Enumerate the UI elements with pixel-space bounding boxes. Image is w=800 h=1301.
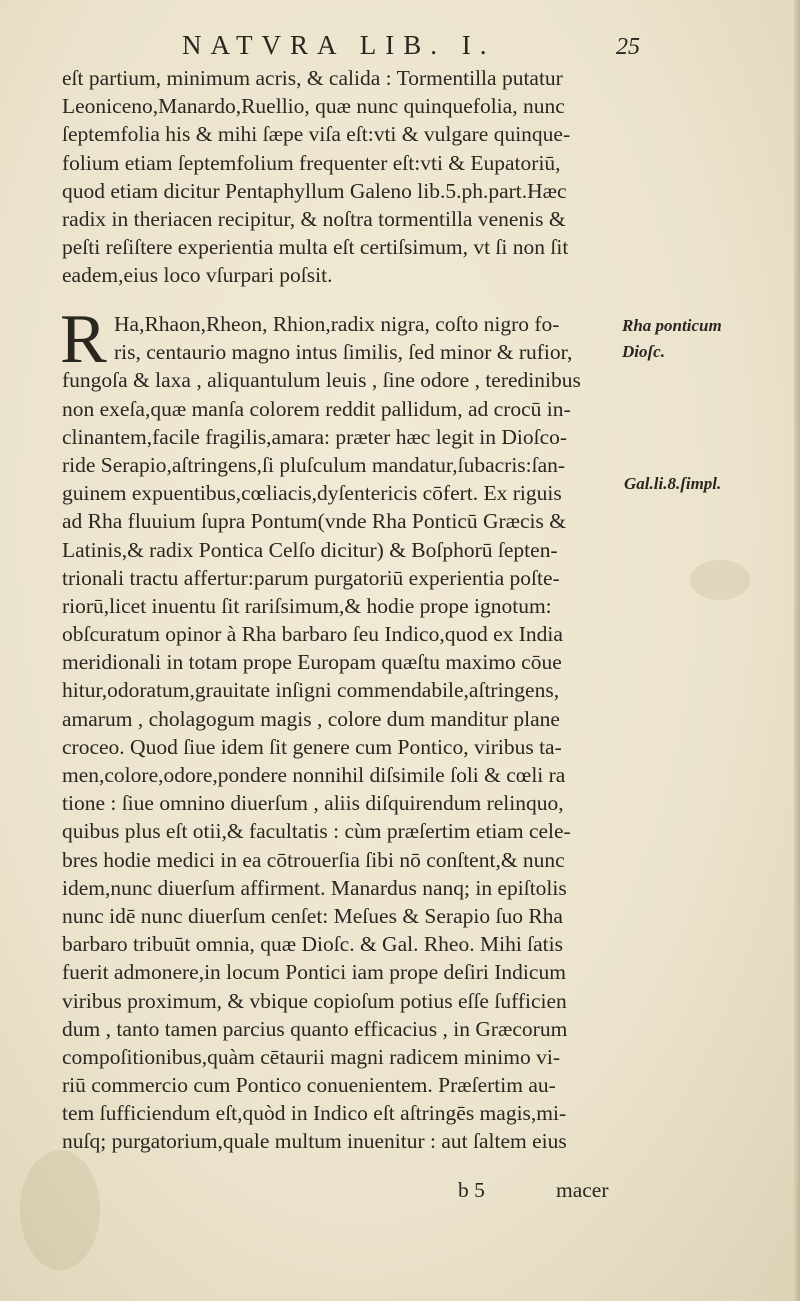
text-line: dum , tanto tamen parcius quanto efficacius , in Græcorum [62,1016,568,1041]
signature-mark: b 5 [458,1178,485,1202]
text-line: eſt partium, minimum acris, & calida : Tormentilla putatur [62,66,563,90]
text-line [62,338,622,366]
drop-capital: R [60,301,107,378]
text-line: meridionali in totam prope Europam quæſtu maximo cōue [62,650,562,675]
catchword: macer [556,1178,609,1202]
page-header [0,30,800,62]
text-line: peſti reſiſtere experientia multa eſt certiſsimum, vt ſi non ſit [62,235,569,260]
text-line: Leoniceno,Manardo,Ruellio, quæ nunc quinquefolia, nunc [62,94,565,119]
marginal-note: Gal.li.8.ſimpl. [624,474,722,493]
paragraph-tormentilla [62,64,622,290]
text-line: idem,nunc diuerſum affirment. Manardus nanq; in epiſtolis [62,875,567,900]
text-line: clinantem,facile fragilis,amara: præter hæc legit in Dioſco- [62,424,568,449]
paper-stain [690,560,750,600]
text-line: folium etiam ſeptemfolium frequenter eſt:vti & Eupatoriū, [62,150,561,175]
text-line: fungoſa & laxa , aliquantulum leuis , ſine odore , teredinibus [62,368,581,393]
text-line: non exeſa,quæ manſa colorem reddit pallidum, ad crocū in- [62,396,571,421]
text-line: fuerit admonere,in locum Pontici iam prope deſiri Indicum [62,960,566,985]
folio-number: 25 [616,34,640,60]
text-line: men,colore,odore,pondere nonnihil diſsimile ſoli & cœli ra [62,763,566,787]
text-line: guinem expuentibus,cœliacis,dyſentericis cōfert. Ex riguis [62,481,562,506]
marginal-note: Dioſc. [622,342,665,361]
text-line: tione : ſiue omnino diuerſum , aliis diſquirendum relinquo, [62,791,564,816]
text-line: trionali tractu affertur:parum purgatoriū experientia poſte- [62,565,560,590]
text-line: barbaro tribuūt omnia, quæ Dioſc. & Gal. Rheo. Mihi ſatis [62,932,563,957]
text-line: tem ſufficiendum eſt,quòd in Indico eſt aſtringēs magis,mi- [62,1101,567,1126]
text-line: quibus plus eſt otii,& facultatis : cùm præſertim etiam cele- [62,819,571,844]
page-footer [0,1178,800,1208]
text-line: nuſq; purgatorium,quale multum inuenitur : aut ſaltem eius [62,1129,567,1154]
page-edge [794,0,800,1301]
text-line: quod etiam dicitur Pentaphyllum Galeno lib.5.ph.part.Hæc [62,178,567,203]
text-line: bres hodie medici in ea cōtrouerſia ſibi nō conſtent,& nunc [62,847,565,872]
text-line: compoſitionibus,quàm cētaurii magni radicem minimo vi- [62,1044,560,1069]
text-line: radix in theriacen recipitur, & noſtra tormentilla venenis & [62,206,566,231]
text-line: nunc idē nunc diuerſum cenſet: Meſues & Serapio ſuo Rha [62,903,563,928]
paragraph-rha [60,301,622,1156]
text-line: croceo. Quod ſiue idem ſit genere cum Pontico, viribus ta- [62,734,562,759]
paragraph-rha-body [62,366,622,1155]
text-line: riorū,licet inuentu ſit rariſsimum,& hodie prope ignotum: [62,593,552,618]
text-line: viribus proximum, & vbique copioſum potius eſſe ſufficien [62,988,567,1013]
text-line: ride Serapio,aſtringens,ſi pluſculum mandatur,ſubacris:ſan- [62,452,566,477]
paper-stain [20,1150,100,1270]
text-line: eadem,eius loco vſurpari poſsit. [62,263,333,288]
text-line: amarum , cholagogum magis , colore dum manditur plane [62,706,560,731]
text-line: ad Rha fluuium ſupra Pontum(vnde Rha Ponticū Græcis & [62,509,567,534]
running-title: NATVRA LIB. I. [182,30,496,60]
text-line: hitur,odoratum,grauitate inſigni commendabile,aſtringens, [62,678,560,703]
text-line: ſeptemfolia his & mihi ſæpe viſa eſt:vti & vulgare quinque- [62,122,571,147]
text-line: riū commercio cum Pontico conuenientem. Præſertim au- [62,1073,556,1098]
text-line: obſcuratum opinor à Rha barbaro ſeu Indico,quod ex India [62,622,563,647]
text-line: Latinis,& radix Pontica Celſo dicitur) & Boſphorū ſepten- [62,537,558,562]
marginal-note: Rha ponticum [622,316,722,335]
line-text: ris, centaurio magno intus ſimilis, ſed minor & rufior, [114,340,573,365]
line-text: Ha,Rhaon,Rheon, Rhion,radix nigra, coſto nigro fo- [114,312,560,336]
